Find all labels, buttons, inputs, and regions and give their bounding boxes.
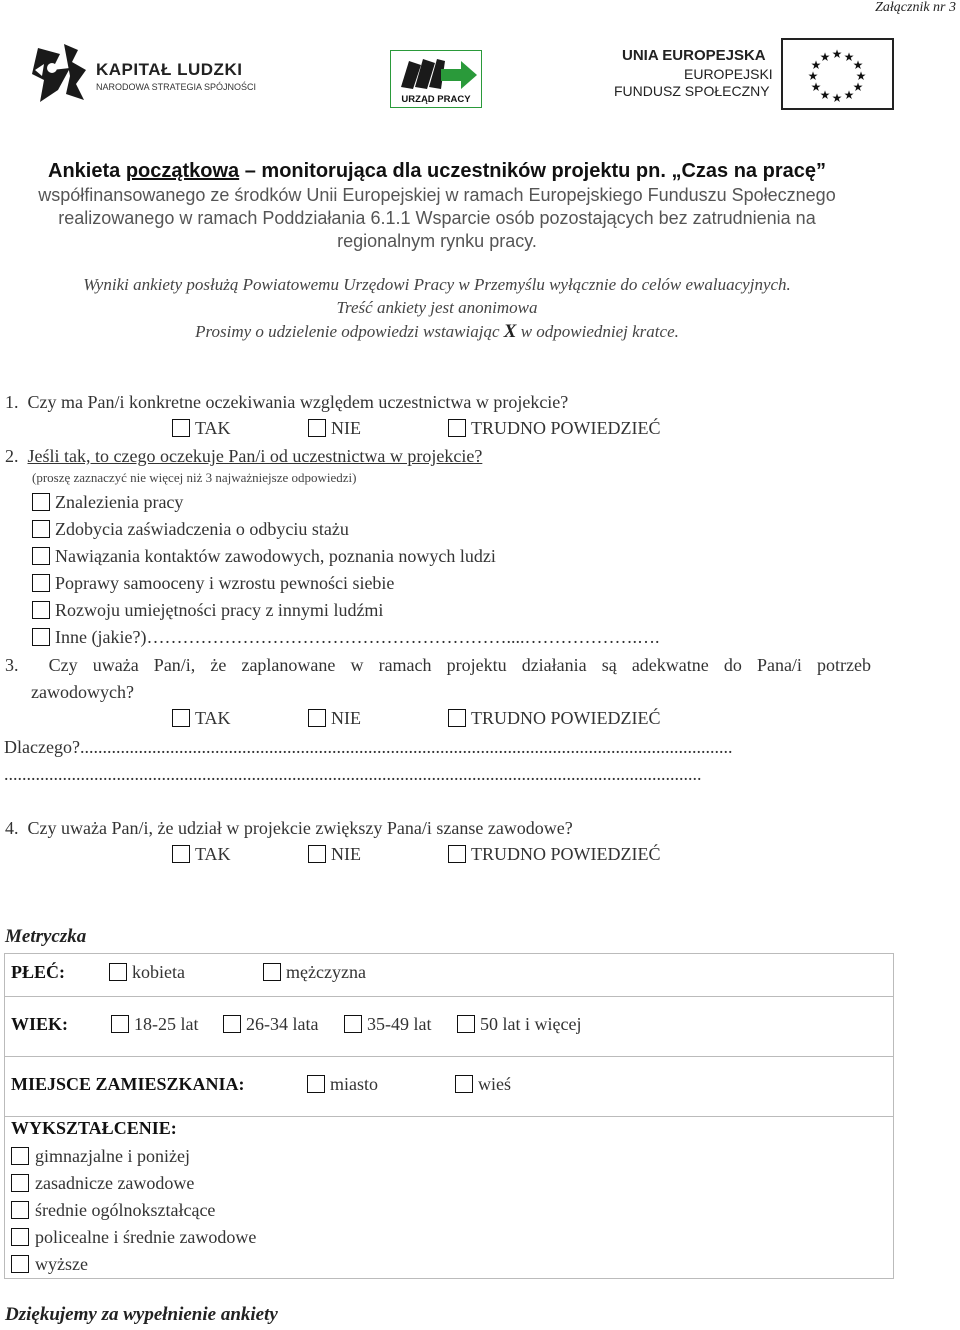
miejsce-miasto-option[interactable]: miasto bbox=[307, 1074, 378, 1095]
row-divider bbox=[5, 1056, 893, 1057]
title-line4: regionalnym rynku pracy. bbox=[337, 231, 537, 251]
wiek-checkbox[interactable] bbox=[111, 1015, 129, 1033]
wiek-option[interactable]: 35-49 lat bbox=[344, 1014, 432, 1035]
wyksztalcenie-checkbox[interactable] bbox=[11, 1201, 29, 1219]
wyksztalcenie-checkbox[interactable] bbox=[11, 1228, 29, 1246]
question-2-note: (proszę zaznaczyć nie więcej niż 3 najważniejsze odpowiedzi) bbox=[32, 470, 357, 485]
wiek-option[interactable]: 26-34 lata bbox=[223, 1014, 318, 1035]
svg-text:★: ★ bbox=[843, 50, 855, 64]
question-3-line2: zawodowych? bbox=[31, 682, 134, 702]
q3-why-line[interactable]: Dlaczego?................................................................................................................................................. bbox=[4, 737, 733, 757]
question-3-line1: 3. Czy uważa Pan/i, że zaplanowane w ramach projektu działania są adekwatne do Pana/i potrzeb bbox=[5, 655, 871, 675]
q4-nie-option[interactable]: NIE bbox=[308, 844, 361, 865]
wyksztalcenie-checkbox[interactable] bbox=[11, 1147, 29, 1165]
question-4: 4. Czy uważa Pan/i, że udział w projekcie zwiększy Pana/i szanse zawodowe? bbox=[5, 818, 573, 838]
svg-text:★: ★ bbox=[819, 88, 831, 102]
plec-kobieta-option[interactable]: kobieta bbox=[109, 962, 185, 983]
eu-line2: EUROPEJSKI bbox=[684, 66, 773, 82]
svg-text:★: ★ bbox=[852, 58, 864, 72]
title-line3: realizowanego w ramach Poddziałania 6.1.1 Wsparcie osób pozostających bez zatrudnienia na bbox=[58, 208, 816, 228]
eu-flag-icon bbox=[781, 38, 894, 110]
q3-why-line2[interactable]: ........................................................................................................................................................... bbox=[4, 764, 702, 784]
q2-option-checkbox[interactable] bbox=[32, 547, 50, 565]
q1-trudno-checkbox[interactable] bbox=[448, 419, 466, 437]
wyksztalcenie-option[interactable]: zasadnicze zawodowe bbox=[11, 1173, 194, 1194]
miejsce-wies-option[interactable]: wieś bbox=[455, 1074, 511, 1095]
wiek-checkbox[interactable] bbox=[344, 1015, 362, 1033]
q3-nie-option[interactable]: NIE bbox=[308, 708, 361, 729]
kapital-ludzki-title: KAPITAŁ LUDZKI bbox=[96, 60, 243, 79]
svg-text:★: ★ bbox=[810, 58, 822, 72]
attachment-label: Załącznik nr 3 bbox=[875, 0, 956, 15]
svg-text:★: ★ bbox=[819, 50, 831, 64]
q1-nie-checkbox[interactable] bbox=[308, 419, 326, 437]
wyksztalcenie-label: WYKSZTAŁCENIE: bbox=[11, 1118, 177, 1138]
survey-title: Ankieta początkowa – monitorująca dla uczestników projektu pn. „Czas na pracę” bbox=[48, 160, 826, 182]
q4-trudno-option[interactable]: TRUDNO POWIEDZIEĆ bbox=[448, 844, 660, 865]
thanks-footer: Dziękujemy za wypełnienie ankiety bbox=[5, 1304, 278, 1325]
wiek-option[interactable]: 50 lat i więcej bbox=[457, 1014, 581, 1035]
q4-nie-checkbox[interactable] bbox=[308, 845, 326, 863]
q3-trudno-checkbox[interactable] bbox=[448, 709, 466, 727]
svg-text:★: ★ bbox=[810, 80, 822, 94]
q1-trudno-option[interactable]: TRUDNO POWIEDZIEĆ bbox=[448, 418, 660, 439]
wiek-checkbox[interactable] bbox=[223, 1015, 241, 1033]
svg-text:★: ★ bbox=[843, 88, 855, 102]
wyksztalcenie-checkbox[interactable] bbox=[11, 1174, 29, 1192]
plec-label: PŁEĆ: bbox=[11, 962, 65, 982]
q3-tak-checkbox[interactable] bbox=[172, 709, 190, 727]
note-line2: Treść ankiety jest anonimowa bbox=[336, 298, 538, 317]
metryczka-table bbox=[4, 953, 894, 1279]
question-2: 2. Jeśli tak, to czego oczekuje Pan/i od uczestnictwa w projekcie? bbox=[5, 446, 483, 466]
wyksztalcenie-option[interactable]: policealne i średnie zawodowe bbox=[11, 1227, 256, 1248]
svg-text:★: ★ bbox=[831, 91, 843, 105]
row-divider bbox=[5, 996, 893, 997]
q2-option[interactable]: Znalezienia pracy bbox=[32, 492, 183, 513]
svg-text:★: ★ bbox=[852, 80, 864, 94]
q2-option[interactable]: Zdobycia zaświadczenia o odbyciu stażu bbox=[32, 519, 349, 540]
q3-nie-checkbox[interactable] bbox=[308, 709, 326, 727]
q3-tak-option[interactable]: TAK bbox=[172, 708, 231, 729]
q3-trudno-option[interactable]: TRUDNO POWIEDZIEĆ bbox=[448, 708, 660, 729]
note-line1: Wyniki ankiety posłużą Powiatowemu Urzędowi Pracy w Przemyślu wyłącznie do celów ewaluacyjnych. bbox=[83, 275, 791, 294]
q4-tak-checkbox[interactable] bbox=[172, 845, 190, 863]
wyksztalcenie-option[interactable]: średnie ogólnokształcące bbox=[11, 1200, 215, 1221]
q2-option-checkbox[interactable] bbox=[32, 520, 50, 538]
miejsce-wies-checkbox[interactable] bbox=[455, 1075, 473, 1093]
q1-tak-checkbox[interactable] bbox=[172, 419, 190, 437]
question-1: 1. Czy ma Pan/i konkretne oczekiwania względem uczestnictwa w projekcie? bbox=[5, 392, 569, 412]
q1-nie-option[interactable]: NIE bbox=[308, 418, 361, 439]
svg-text:★: ★ bbox=[831, 47, 843, 61]
kapital-ludzki-logo bbox=[30, 40, 280, 110]
row-divider bbox=[5, 1116, 893, 1117]
plec-mezczyzna-option[interactable]: mężczyzna bbox=[263, 962, 366, 983]
urzad-pracy-emblem-icon bbox=[391, 53, 481, 93]
note-line3: Prosimy o udzielenie odpowiedzi wstawiając X w odpowiedniej kratce. bbox=[195, 321, 679, 342]
eu-logo bbox=[612, 38, 897, 112]
wyksztalcenie-option[interactable]: gimnazjalne i poniżej bbox=[11, 1146, 190, 1167]
q2-option-checkbox[interactable] bbox=[32, 601, 50, 619]
urzad-pracy-logo bbox=[390, 50, 482, 108]
wiek-option[interactable]: 18-25 lat bbox=[111, 1014, 199, 1035]
wyksztalcenie-option[interactable]: wyższe bbox=[11, 1254, 88, 1275]
eu-line1: UNIA EUROPEJSKA bbox=[622, 47, 766, 64]
miejsce-label: MIEJSCE ZAMIESZKANIA: bbox=[11, 1074, 245, 1094]
metryczka-title: Metryczka bbox=[5, 926, 87, 947]
kapital-ludzki-emblem-icon bbox=[30, 40, 92, 108]
wiek-checkbox[interactable] bbox=[457, 1015, 475, 1033]
q2-option[interactable]: Poprawy samooceny i wzrostu pewności siebie bbox=[32, 573, 394, 594]
urzad-pracy-text: URZĄD PRACY bbox=[401, 94, 471, 105]
q4-trudno-checkbox[interactable] bbox=[448, 845, 466, 863]
q2-option[interactable]: Nawiązania kontaktów zawodowych, poznania nowych ludzi bbox=[32, 546, 496, 567]
q4-tak-option[interactable]: TAK bbox=[172, 844, 231, 865]
q2-option-other[interactable]: Inne (jakie?)……………………………………………………....……………….…. bbox=[32, 627, 659, 648]
title-line2: współfinansowanego ze środków Unii Europejskiej w ramach Europejskiego Funduszu Społecznego bbox=[38, 185, 836, 205]
q1-tak-option[interactable]: TAK bbox=[172, 418, 231, 439]
svg-text:★: ★ bbox=[855, 69, 867, 83]
plec-kobieta-checkbox[interactable] bbox=[109, 963, 127, 981]
q2-option-checkbox[interactable] bbox=[32, 493, 50, 511]
wyksztalcenie-checkbox[interactable] bbox=[11, 1255, 29, 1273]
svg-text:★: ★ bbox=[807, 69, 819, 83]
kapital-ludzki-subtitle: NARODOWA STRATEGIA SPÓJNOŚCI bbox=[96, 82, 257, 92]
eu-line3: FUNDUSZ SPOŁECZNY bbox=[614, 83, 770, 99]
plec-mezczyzna-checkbox[interactable] bbox=[263, 963, 281, 981]
miejsce-miasto-checkbox[interactable] bbox=[307, 1075, 325, 1093]
wiek-label: WIEK: bbox=[11, 1014, 69, 1034]
q2-option-checkbox[interactable] bbox=[32, 628, 50, 646]
q2-option[interactable]: Rozwoju umiejętności pracy z innymi ludźmi bbox=[32, 600, 383, 621]
q2-option-checkbox[interactable] bbox=[32, 574, 50, 592]
